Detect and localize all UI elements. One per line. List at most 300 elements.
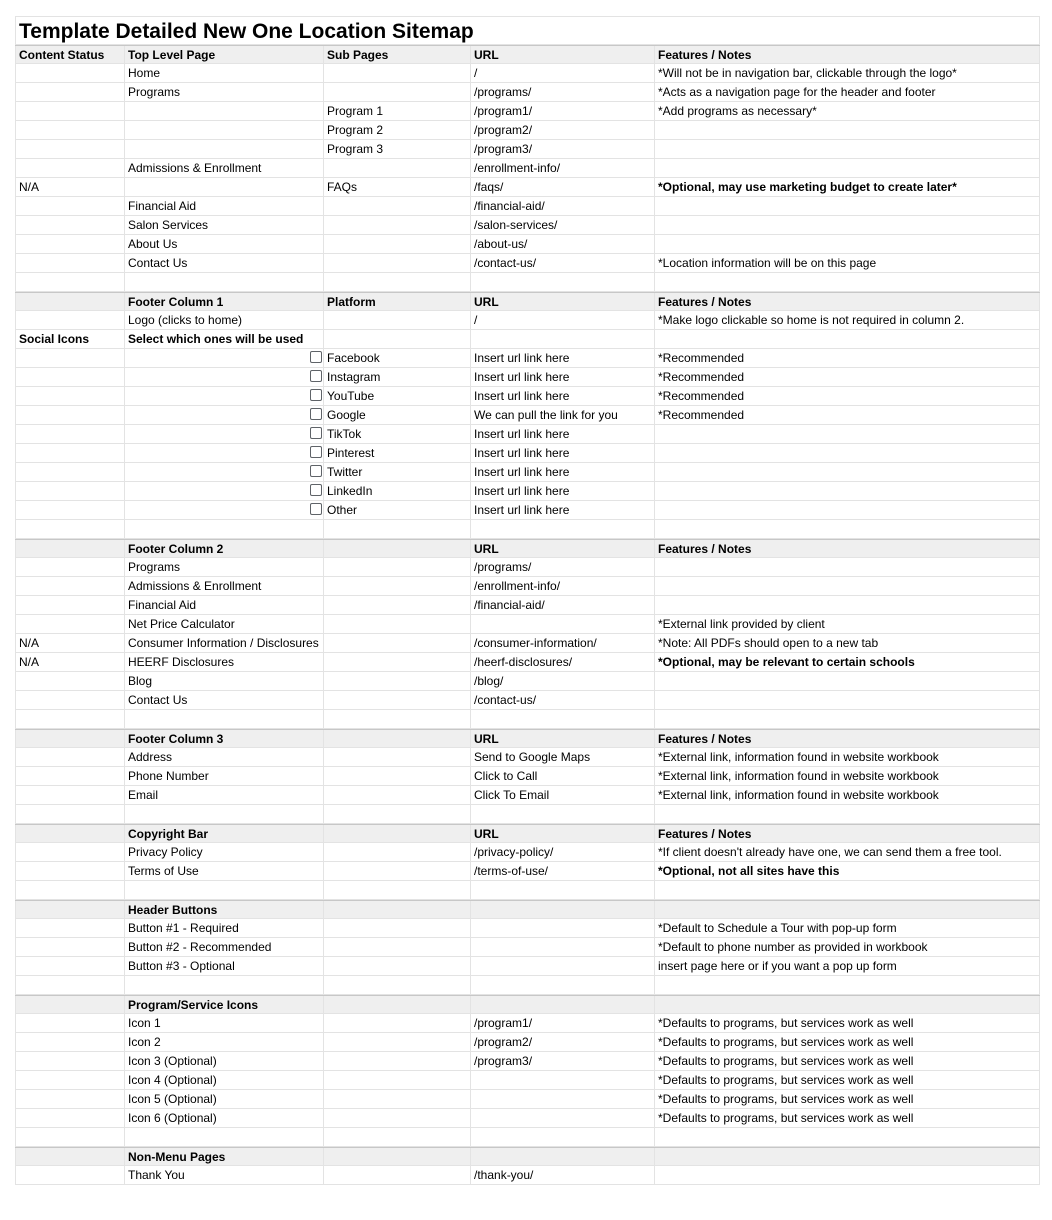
cell-content-status[interactable] bbox=[15, 1090, 124, 1108]
cell-content-status[interactable] bbox=[15, 1109, 124, 1127]
cell-sub-page[interactable] bbox=[323, 901, 470, 918]
cell-features-notes[interactable]: *Default to Schedule a Tour with pop-up form bbox=[654, 919, 1040, 937]
cell-features-notes[interactable] bbox=[654, 330, 1040, 348]
cell-features-notes[interactable] bbox=[654, 901, 1040, 918]
cell-features-notes[interactable] bbox=[654, 159, 1040, 177]
cell-sub-page[interactable]: Google bbox=[323, 406, 470, 424]
cell-url[interactable]: Insert url link here bbox=[470, 387, 654, 405]
cell-top-level-page[interactable] bbox=[124, 273, 323, 291]
cell-features-notes[interactable] bbox=[654, 444, 1040, 462]
cell-sub-page[interactable] bbox=[323, 197, 470, 215]
cell-url[interactable] bbox=[470, 1071, 654, 1089]
checkbox-icon[interactable] bbox=[310, 389, 322, 401]
cell-sub-page[interactable] bbox=[323, 1166, 470, 1184]
cell-content-status[interactable] bbox=[15, 615, 124, 633]
cell-top-level-page[interactable] bbox=[124, 121, 323, 139]
cell-url[interactable]: We can pull the link for you bbox=[470, 406, 654, 424]
cell-top-level-page[interactable]: Logo (clicks to home) bbox=[124, 311, 323, 329]
cell-content-status[interactable] bbox=[15, 235, 124, 253]
cell-content-status[interactable] bbox=[15, 1128, 124, 1146]
cell-url[interactable] bbox=[470, 615, 654, 633]
checkbox-icon[interactable] bbox=[310, 351, 322, 363]
cell-top-level-page[interactable]: Salon Services bbox=[124, 216, 323, 234]
cell-sub-page[interactable]: Sub Pages bbox=[323, 46, 470, 63]
cell-content-status[interactable] bbox=[15, 1148, 124, 1165]
cell-features-notes[interactable]: Features / Notes bbox=[654, 730, 1040, 747]
cell-content-status[interactable] bbox=[15, 311, 124, 329]
cell-url[interactable]: Send to Google Maps bbox=[470, 748, 654, 766]
cell-url[interactable]: /enrollment-info/ bbox=[470, 577, 654, 595]
cell-content-status[interactable] bbox=[15, 463, 124, 481]
cell-features-notes[interactable]: *Recommended bbox=[654, 349, 1040, 367]
cell-features-notes[interactable]: *Recommended bbox=[654, 387, 1040, 405]
cell-content-status[interactable] bbox=[15, 767, 124, 785]
cell-features-notes[interactable]: insert page here or if you want a pop up form bbox=[654, 957, 1040, 975]
cell-url[interactable]: /program3/ bbox=[470, 1052, 654, 1070]
cell-features-notes[interactable]: *External link, information found in website workbook bbox=[654, 767, 1040, 785]
cell-top-level-page[interactable] bbox=[124, 501, 323, 519]
cell-sub-page[interactable]: Facebook bbox=[323, 349, 470, 367]
cell-sub-page[interactable]: TikTok bbox=[323, 425, 470, 443]
cell-sub-page[interactable]: LinkedIn bbox=[323, 482, 470, 500]
cell-url[interactable] bbox=[470, 520, 654, 538]
cell-features-notes[interactable] bbox=[654, 216, 1040, 234]
cell-features-notes[interactable] bbox=[654, 577, 1040, 595]
cell-content-status[interactable] bbox=[15, 254, 124, 272]
cell-features-notes[interactable]: Features / Notes bbox=[654, 825, 1040, 842]
cell-features-notes[interactable]: *If client doesn't already have one, we can send them a free tool. bbox=[654, 843, 1040, 861]
cell-url[interactable] bbox=[470, 881, 654, 899]
cell-top-level-page[interactable]: About Us bbox=[124, 235, 323, 253]
cell-top-level-page[interactable]: Blog bbox=[124, 672, 323, 690]
cell-content-status[interactable]: N/A bbox=[15, 653, 124, 671]
cell-url[interactable] bbox=[470, 1128, 654, 1146]
cell-url[interactable]: URL bbox=[470, 540, 654, 557]
cell-features-notes[interactable] bbox=[654, 273, 1040, 291]
cell-sub-page[interactable] bbox=[323, 1109, 470, 1127]
cell-sub-page[interactable] bbox=[323, 254, 470, 272]
cell-content-status[interactable]: N/A bbox=[15, 178, 124, 196]
cell-url[interactable]: /financial-aid/ bbox=[470, 197, 654, 215]
cell-url[interactable]: /enrollment-info/ bbox=[470, 159, 654, 177]
cell-url[interactable]: /about-us/ bbox=[470, 235, 654, 253]
cell-content-status[interactable] bbox=[15, 64, 124, 82]
cell-top-level-page[interactable]: Footer Column 2 bbox=[124, 540, 323, 557]
cell-top-level-page[interactable] bbox=[124, 881, 323, 899]
cell-features-notes[interactable]: Features / Notes bbox=[654, 540, 1040, 557]
cell-sub-page[interactable]: FAQs bbox=[323, 178, 470, 196]
cell-top-level-page[interactable]: Address bbox=[124, 748, 323, 766]
cell-content-status[interactable] bbox=[15, 919, 124, 937]
cell-url[interactable]: Insert url link here bbox=[470, 444, 654, 462]
cell-content-status[interactable] bbox=[15, 216, 124, 234]
cell-sub-page[interactable] bbox=[323, 1014, 470, 1032]
cell-top-level-page[interactable]: Footer Column 3 bbox=[124, 730, 323, 747]
cell-features-notes[interactable] bbox=[654, 672, 1040, 690]
cell-sub-page[interactable] bbox=[323, 786, 470, 804]
cell-sub-page[interactable] bbox=[323, 748, 470, 766]
cell-url[interactable]: Insert url link here bbox=[470, 368, 654, 386]
cell-url[interactable]: URL bbox=[470, 293, 654, 310]
cell-features-notes[interactable] bbox=[654, 710, 1040, 728]
cell-sub-page[interactable]: Instagram bbox=[323, 368, 470, 386]
cell-top-level-page[interactable] bbox=[124, 140, 323, 158]
cell-features-notes[interactable] bbox=[654, 996, 1040, 1013]
cell-url[interactable]: /heerf-disclosures/ bbox=[470, 653, 654, 671]
cell-sub-page[interactable] bbox=[323, 1071, 470, 1089]
cell-top-level-page[interactable]: Financial Aid bbox=[124, 197, 323, 215]
cell-sub-page[interactable] bbox=[323, 330, 470, 348]
cell-content-status[interactable] bbox=[15, 938, 124, 956]
cell-features-notes[interactable]: *Defaults to programs, but services work as well bbox=[654, 1090, 1040, 1108]
cell-url[interactable] bbox=[470, 273, 654, 291]
cell-content-status[interactable] bbox=[15, 672, 124, 690]
cell-top-level-page[interactable]: Top Level Page bbox=[124, 46, 323, 63]
cell-url[interactable]: URL bbox=[470, 46, 654, 63]
cell-features-notes[interactable] bbox=[654, 596, 1040, 614]
cell-content-status[interactable] bbox=[15, 83, 124, 101]
cell-content-status[interactable] bbox=[15, 881, 124, 899]
cell-sub-page[interactable]: Program 1 bbox=[323, 102, 470, 120]
cell-sub-page[interactable] bbox=[323, 805, 470, 823]
cell-sub-page[interactable] bbox=[323, 881, 470, 899]
cell-url[interactable] bbox=[470, 976, 654, 994]
cell-content-status[interactable] bbox=[15, 843, 124, 861]
cell-content-status[interactable] bbox=[15, 730, 124, 747]
cell-content-status[interactable] bbox=[15, 368, 124, 386]
cell-sub-page[interactable] bbox=[323, 653, 470, 671]
checkbox-icon[interactable] bbox=[310, 427, 322, 439]
cell-content-status[interactable] bbox=[15, 349, 124, 367]
cell-sub-page[interactable] bbox=[323, 634, 470, 652]
cell-top-level-page[interactable]: Icon 6 (Optional) bbox=[124, 1109, 323, 1127]
cell-content-status[interactable] bbox=[15, 197, 124, 215]
cell-features-notes[interactable] bbox=[654, 235, 1040, 253]
cell-top-level-page[interactable]: Contact Us bbox=[124, 691, 323, 709]
cell-content-status[interactable] bbox=[15, 710, 124, 728]
cell-sub-page[interactable] bbox=[323, 540, 470, 557]
cell-top-level-page[interactable] bbox=[124, 178, 323, 196]
cell-content-status[interactable] bbox=[15, 1033, 124, 1051]
cell-url[interactable] bbox=[470, 996, 654, 1013]
cell-sub-page[interactable] bbox=[323, 577, 470, 595]
cell-features-notes[interactable] bbox=[654, 881, 1040, 899]
cell-content-status[interactable] bbox=[15, 1071, 124, 1089]
cell-sub-page[interactable] bbox=[323, 83, 470, 101]
cell-content-status[interactable] bbox=[15, 805, 124, 823]
cell-sub-page[interactable] bbox=[323, 730, 470, 747]
cell-sub-page[interactable] bbox=[323, 311, 470, 329]
cell-sub-page[interactable] bbox=[323, 596, 470, 614]
cell-sub-page[interactable] bbox=[323, 996, 470, 1013]
cell-sub-page[interactable]: YouTube bbox=[323, 387, 470, 405]
cell-sub-page[interactable] bbox=[323, 691, 470, 709]
cell-top-level-page[interactable] bbox=[124, 406, 323, 424]
cell-features-notes[interactable]: *External link provided by client bbox=[654, 615, 1040, 633]
cell-content-status[interactable] bbox=[15, 425, 124, 443]
cell-top-level-page[interactable]: Footer Column 1 bbox=[124, 293, 323, 310]
cell-content-status[interactable] bbox=[15, 159, 124, 177]
cell-content-status[interactable] bbox=[15, 1052, 124, 1070]
cell-features-notes[interactable]: *Defaults to programs, but services work as well bbox=[654, 1052, 1040, 1070]
cell-content-status[interactable]: Content Status bbox=[15, 46, 124, 63]
cell-top-level-page[interactable] bbox=[124, 349, 323, 367]
cell-features-notes[interactable] bbox=[654, 1166, 1040, 1184]
cell-content-status[interactable]: N/A bbox=[15, 634, 124, 652]
cell-features-notes[interactable] bbox=[654, 976, 1040, 994]
cell-url[interactable]: /programs/ bbox=[470, 558, 654, 576]
cell-url[interactable] bbox=[470, 957, 654, 975]
cell-content-status[interactable] bbox=[15, 501, 124, 519]
cell-top-level-page[interactable] bbox=[124, 805, 323, 823]
cell-content-status[interactable] bbox=[15, 520, 124, 538]
cell-top-level-page[interactable]: Financial Aid bbox=[124, 596, 323, 614]
cell-url[interactable]: /consumer-information/ bbox=[470, 634, 654, 652]
cell-content-status[interactable] bbox=[15, 102, 124, 120]
cell-sub-page[interactable] bbox=[323, 273, 470, 291]
cell-top-level-page[interactable]: Program/Service Icons bbox=[124, 996, 323, 1013]
cell-top-level-page[interactable]: Icon 3 (Optional) bbox=[124, 1052, 323, 1070]
cell-sub-page[interactable] bbox=[323, 672, 470, 690]
cell-url[interactable] bbox=[470, 805, 654, 823]
cell-url[interactable]: /program3/ bbox=[470, 140, 654, 158]
cell-sub-page[interactable] bbox=[323, 825, 470, 842]
cell-content-status[interactable] bbox=[15, 1014, 124, 1032]
cell-sub-page[interactable] bbox=[323, 976, 470, 994]
cell-sub-page[interactable] bbox=[323, 1148, 470, 1165]
cell-content-status[interactable] bbox=[15, 444, 124, 462]
cell-content-status[interactable] bbox=[15, 273, 124, 291]
cell-features-notes[interactable] bbox=[654, 140, 1040, 158]
cell-url[interactable] bbox=[470, 330, 654, 348]
cell-top-level-page[interactable]: Privacy Policy bbox=[124, 843, 323, 861]
cell-sub-page[interactable] bbox=[323, 938, 470, 956]
cell-sub-page[interactable] bbox=[323, 957, 470, 975]
cell-url[interactable]: /terms-of-use/ bbox=[470, 862, 654, 880]
cell-top-level-page[interactable]: Admissions & Enrollment bbox=[124, 577, 323, 595]
cell-sub-page[interactable] bbox=[323, 520, 470, 538]
cell-content-status[interactable]: Social Icons bbox=[15, 330, 124, 348]
cell-top-level-page[interactable]: Non-Menu Pages bbox=[124, 1148, 323, 1165]
cell-url[interactable]: /thank-you/ bbox=[470, 1166, 654, 1184]
cell-sub-page[interactable] bbox=[323, 615, 470, 633]
cell-features-notes[interactable]: *External link, information found in website workbook bbox=[654, 786, 1040, 804]
cell-url[interactable]: /privacy-policy/ bbox=[470, 843, 654, 861]
cell-sub-page[interactable] bbox=[323, 710, 470, 728]
cell-features-notes[interactable]: *Recommended bbox=[654, 406, 1040, 424]
cell-top-level-page[interactable]: HEERF Disclosures bbox=[124, 653, 323, 671]
cell-url[interactable]: /contact-us/ bbox=[470, 254, 654, 272]
cell-features-notes[interactable]: *Acts as a navigation page for the header and footer bbox=[654, 83, 1040, 101]
cell-content-status[interactable] bbox=[15, 862, 124, 880]
cell-top-level-page[interactable]: Consumer Information / Disclosures bbox=[124, 634, 323, 652]
cell-content-status[interactable] bbox=[15, 140, 124, 158]
cell-top-level-page[interactable]: Terms of Use bbox=[124, 862, 323, 880]
cell-url[interactable]: Click To Email bbox=[470, 786, 654, 804]
cell-content-status[interactable] bbox=[15, 1166, 124, 1184]
cell-top-level-page[interactable]: Phone Number bbox=[124, 767, 323, 785]
cell-sub-page[interactable]: Other bbox=[323, 501, 470, 519]
cell-sub-page[interactable] bbox=[323, 1052, 470, 1070]
title-row[interactable] bbox=[15, 16, 1040, 45]
cell-features-notes[interactable]: *Default to phone number as provided in workbook bbox=[654, 938, 1040, 956]
cell-top-level-page[interactable] bbox=[124, 1128, 323, 1146]
cell-url[interactable] bbox=[470, 901, 654, 918]
cell-sub-page[interactable] bbox=[323, 558, 470, 576]
cell-content-status[interactable] bbox=[15, 121, 124, 139]
cell-content-status[interactable] bbox=[15, 540, 124, 557]
cell-content-status[interactable] bbox=[15, 387, 124, 405]
cell-top-level-page[interactable] bbox=[124, 425, 323, 443]
cell-url[interactable]: Insert url link here bbox=[470, 463, 654, 481]
cell-features-notes[interactable] bbox=[654, 1128, 1040, 1146]
cell-top-level-page[interactable]: Icon 4 (Optional) bbox=[124, 1071, 323, 1089]
cell-top-level-page[interactable]: Button #3 - Optional bbox=[124, 957, 323, 975]
cell-content-status[interactable] bbox=[15, 901, 124, 918]
cell-top-level-page[interactable]: Icon 5 (Optional) bbox=[124, 1090, 323, 1108]
cell-sub-page[interactable] bbox=[323, 64, 470, 82]
cell-sub-page[interactable] bbox=[323, 1090, 470, 1108]
cell-content-status[interactable] bbox=[15, 577, 124, 595]
cell-url[interactable] bbox=[470, 938, 654, 956]
cell-features-notes[interactable] bbox=[654, 691, 1040, 709]
cell-url[interactable]: Click to Call bbox=[470, 767, 654, 785]
cell-features-notes[interactable] bbox=[654, 463, 1040, 481]
cell-content-status[interactable] bbox=[15, 293, 124, 310]
cell-features-notes[interactable]: *Optional, may use marketing budget to create later* bbox=[654, 178, 1040, 196]
cell-sub-page[interactable] bbox=[323, 862, 470, 880]
cell-url[interactable] bbox=[470, 1109, 654, 1127]
cell-url[interactable]: /financial-aid/ bbox=[470, 596, 654, 614]
cell-features-notes[interactable]: *Optional, not all sites have this bbox=[654, 862, 1040, 880]
cell-url[interactable]: Insert url link here bbox=[470, 425, 654, 443]
cell-features-notes[interactable]: *Will not be in navigation bar, clickable through the logo* bbox=[654, 64, 1040, 82]
cell-features-notes[interactable] bbox=[654, 501, 1040, 519]
cell-top-level-page[interactable]: Copyright Bar bbox=[124, 825, 323, 842]
cell-content-status[interactable] bbox=[15, 558, 124, 576]
cell-features-notes[interactable]: *Defaults to programs, but services work as well bbox=[654, 1033, 1040, 1051]
cell-url[interactable]: /program1/ bbox=[470, 102, 654, 120]
cell-sub-page[interactable]: Twitter bbox=[323, 463, 470, 481]
cell-url[interactable]: / bbox=[470, 64, 654, 82]
cell-url[interactable]: /blog/ bbox=[470, 672, 654, 690]
cell-sub-page[interactable] bbox=[323, 1033, 470, 1051]
cell-top-level-page[interactable]: Header Buttons bbox=[124, 901, 323, 918]
cell-url[interactable]: /salon-services/ bbox=[470, 216, 654, 234]
cell-top-level-page[interactable]: Net Price Calculator bbox=[124, 615, 323, 633]
cell-features-notes[interactable] bbox=[654, 1148, 1040, 1165]
cell-top-level-page[interactable]: Select which ones will be used bbox=[124, 330, 323, 348]
cell-top-level-page[interactable] bbox=[124, 387, 323, 405]
cell-sub-page[interactable] bbox=[323, 843, 470, 861]
cell-features-notes[interactable]: *Note: All PDFs should open to a new tab bbox=[654, 634, 1040, 652]
cell-content-status[interactable] bbox=[15, 596, 124, 614]
cell-features-notes[interactable]: *Add programs as necessary* bbox=[654, 102, 1040, 120]
cell-top-level-page[interactable]: Thank You bbox=[124, 1166, 323, 1184]
cell-content-status[interactable] bbox=[15, 786, 124, 804]
cell-features-notes[interactable]: *External link, information found in website workbook bbox=[654, 748, 1040, 766]
cell-top-level-page[interactable]: Email bbox=[124, 786, 323, 804]
cell-sub-page[interactable] bbox=[323, 159, 470, 177]
cell-url[interactable] bbox=[470, 1148, 654, 1165]
cell-features-notes[interactable] bbox=[654, 425, 1040, 443]
checkbox-icon[interactable] bbox=[310, 370, 322, 382]
cell-sub-page[interactable] bbox=[323, 919, 470, 937]
cell-features-notes[interactable]: *Location information will be on this page bbox=[654, 254, 1040, 272]
cell-sub-page[interactable] bbox=[323, 1128, 470, 1146]
cell-top-level-page[interactable] bbox=[124, 368, 323, 386]
cell-top-level-page[interactable] bbox=[124, 444, 323, 462]
cell-features-notes[interactable]: *Make logo clickable so home is not required in column 2. bbox=[654, 311, 1040, 329]
cell-sub-page[interactable]: Pinterest bbox=[323, 444, 470, 462]
cell-content-status[interactable] bbox=[15, 976, 124, 994]
cell-url[interactable] bbox=[470, 919, 654, 937]
checkbox-icon[interactable] bbox=[310, 408, 322, 420]
cell-features-notes[interactable]: *Defaults to programs, but services work as well bbox=[654, 1071, 1040, 1089]
cell-top-level-page[interactable] bbox=[124, 102, 323, 120]
cell-features-notes[interactable] bbox=[654, 482, 1040, 500]
cell-sub-page[interactable] bbox=[323, 216, 470, 234]
cell-url[interactable]: Insert url link here bbox=[470, 501, 654, 519]
cell-top-level-page[interactable]: Button #2 - Recommended bbox=[124, 938, 323, 956]
checkbox-icon[interactable] bbox=[310, 465, 322, 477]
cell-content-status[interactable] bbox=[15, 957, 124, 975]
cell-features-notes[interactable]: *Defaults to programs, but services work as well bbox=[654, 1109, 1040, 1127]
cell-sub-page[interactable] bbox=[323, 235, 470, 253]
cell-url[interactable]: URL bbox=[470, 730, 654, 747]
cell-features-notes[interactable] bbox=[654, 805, 1040, 823]
cell-top-level-page[interactable] bbox=[124, 976, 323, 994]
cell-url[interactable]: Insert url link here bbox=[470, 349, 654, 367]
cell-sub-page[interactable]: Program 2 bbox=[323, 121, 470, 139]
cell-sub-page[interactable] bbox=[323, 767, 470, 785]
cell-url[interactable] bbox=[470, 1090, 654, 1108]
cell-top-level-page[interactable]: Programs bbox=[124, 83, 323, 101]
cell-top-level-page[interactable]: Icon 2 bbox=[124, 1033, 323, 1051]
checkbox-icon[interactable] bbox=[310, 446, 322, 458]
cell-url[interactable]: /program1/ bbox=[470, 1014, 654, 1032]
cell-features-notes[interactable] bbox=[654, 121, 1040, 139]
cell-url[interactable]: /faqs/ bbox=[470, 178, 654, 196]
cell-url[interactable]: /programs/ bbox=[470, 83, 654, 101]
cell-content-status[interactable] bbox=[15, 691, 124, 709]
cell-url[interactable]: Insert url link here bbox=[470, 482, 654, 500]
cell-top-level-page[interactable]: Programs bbox=[124, 558, 323, 576]
cell-sub-page[interactable]: Program 3 bbox=[323, 140, 470, 158]
cell-content-status[interactable] bbox=[15, 996, 124, 1013]
cell-url[interactable]: /program2/ bbox=[470, 121, 654, 139]
checkbox-icon[interactable] bbox=[310, 503, 322, 515]
cell-content-status[interactable] bbox=[15, 825, 124, 842]
cell-content-status[interactable] bbox=[15, 482, 124, 500]
cell-top-level-page[interactable] bbox=[124, 482, 323, 500]
cell-content-status[interactable] bbox=[15, 748, 124, 766]
cell-url[interactable]: /program2/ bbox=[470, 1033, 654, 1051]
cell-top-level-page[interactable]: Button #1 - Required bbox=[124, 919, 323, 937]
checkbox-icon[interactable] bbox=[310, 484, 322, 496]
cell-features-notes[interactable]: *Recommended bbox=[654, 368, 1040, 386]
cell-features-notes[interactable] bbox=[654, 197, 1040, 215]
cell-features-notes[interactable]: Features / Notes bbox=[654, 46, 1040, 63]
cell-top-level-page[interactable]: Home bbox=[124, 64, 323, 82]
cell-features-notes[interactable]: Features / Notes bbox=[654, 293, 1040, 310]
cell-features-notes[interactable]: *Optional, may be relevant to certain schools bbox=[654, 653, 1040, 671]
cell-features-notes[interactable]: *Defaults to programs, but services work as well bbox=[654, 1014, 1040, 1032]
cell-top-level-page[interactable] bbox=[124, 710, 323, 728]
cell-features-notes[interactable] bbox=[654, 520, 1040, 538]
cell-url[interactable]: /contact-us/ bbox=[470, 691, 654, 709]
cell-sub-page[interactable]: Platform bbox=[323, 293, 470, 310]
